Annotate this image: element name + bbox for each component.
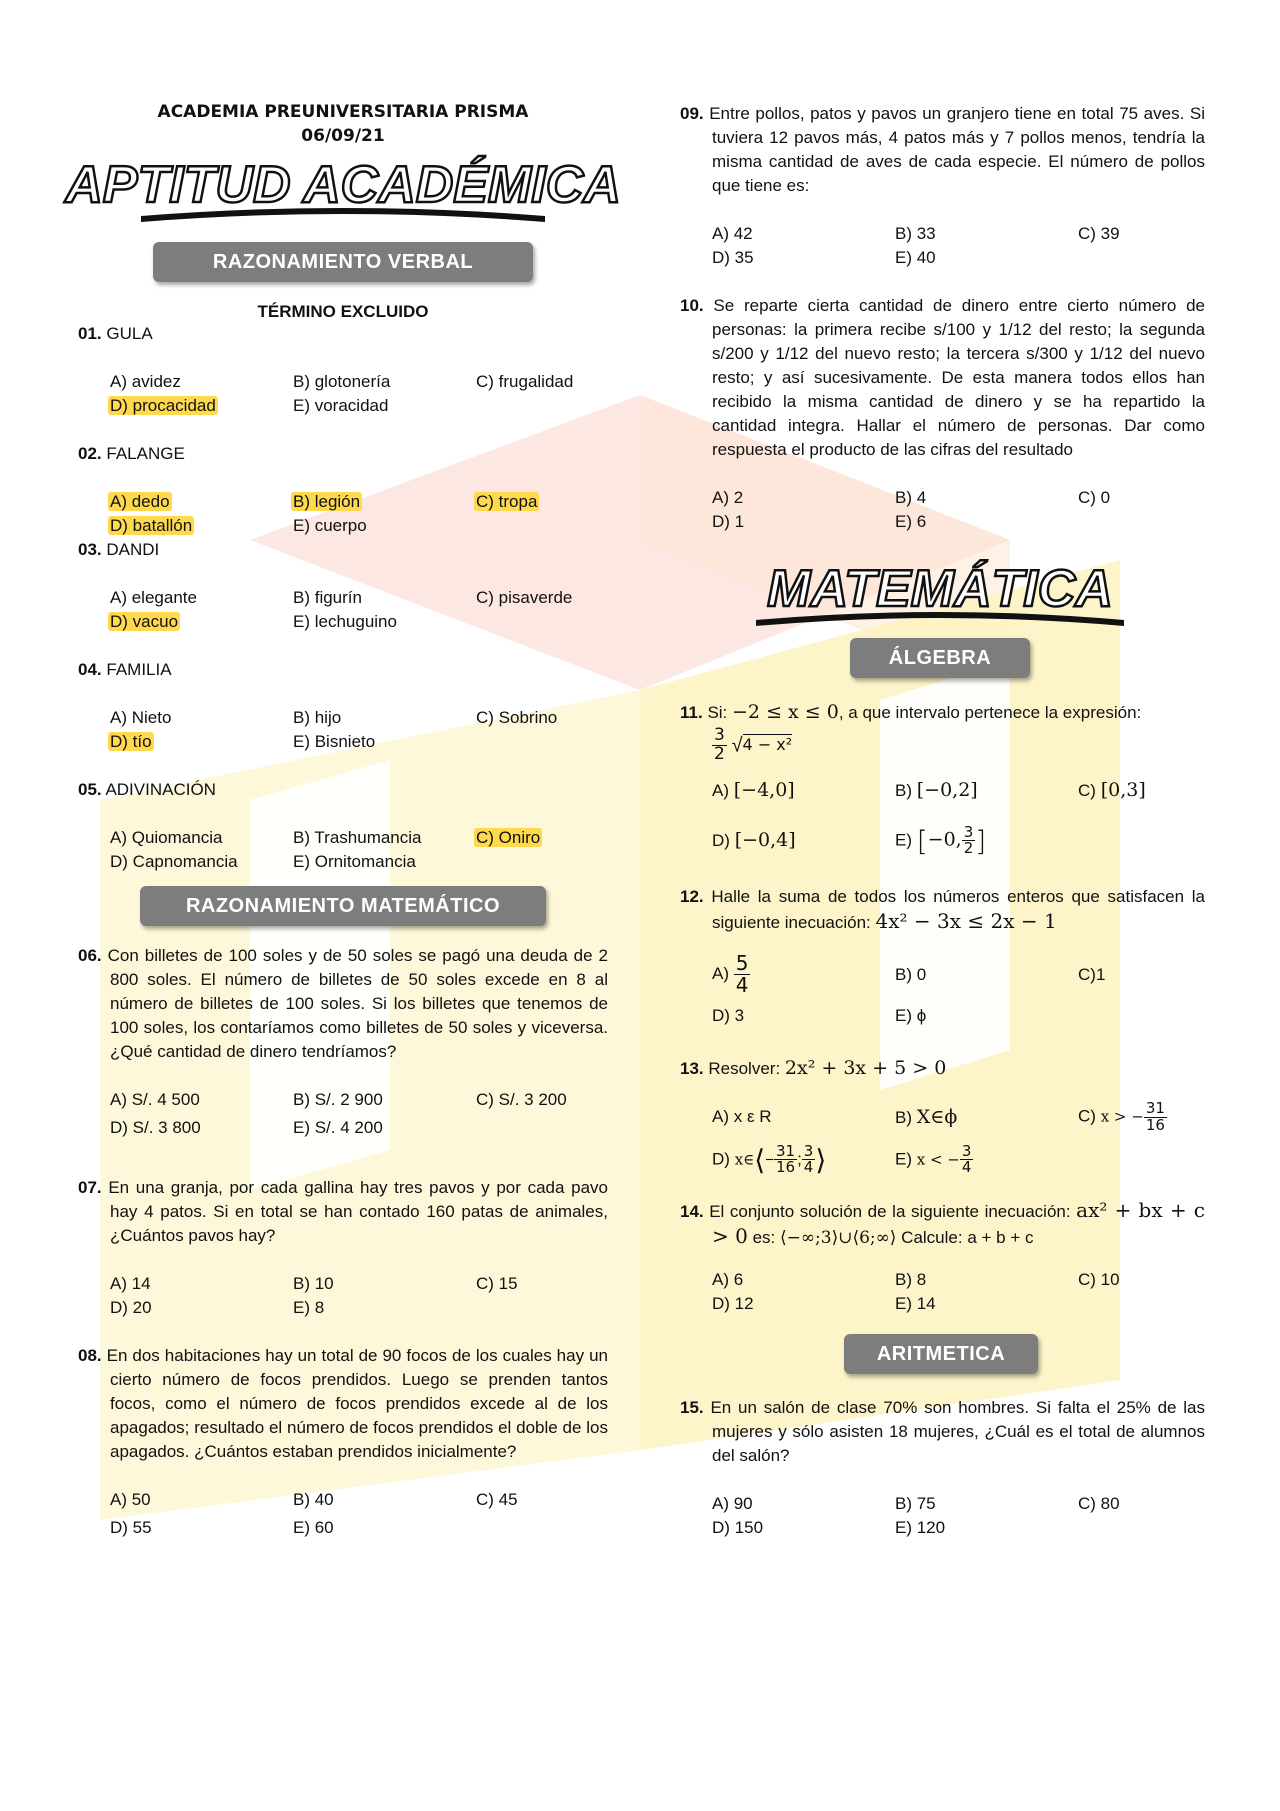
option-b[interactable]: B) 40 (293, 1490, 334, 1509)
inequality-expression: 2x² + 3x + 5 > 0 (784, 1057, 947, 1080)
option-a[interactable]: A) avidez (110, 372, 181, 391)
question-05 (78, 778, 608, 874)
fraction-numerator: 31 (775, 1141, 796, 1160)
question-prefix: Si: (707, 703, 728, 722)
option-c[interactable]: C) 39 (1078, 224, 1120, 243)
option-d[interactable]: D) 3 (712, 1006, 745, 1026)
fraction-denominator: 4 (803, 1158, 814, 1177)
question-14 (680, 1198, 1205, 1316)
fraction-denominator: 4 (961, 1158, 972, 1177)
option-e[interactable]: E) 60 (293, 1518, 334, 1537)
section-razonamiento-matematico: RAZONAMIENTO MATEMÁTICO (140, 886, 546, 926)
option-b-highlighted[interactable]: B) legión (293, 492, 361, 511)
option-e[interactable] (895, 1141, 1078, 1177)
option-a[interactable]: A) 42 (712, 224, 753, 243)
option-c[interactable]: C) S/. 3 200 (476, 1090, 567, 1109)
question-number: 08. (78, 1346, 102, 1365)
question-text: En dos habitaciones hay un total de 90 focos de los cuales hay un cierto número de focos prendidos. Luego se prenden tantos focos, como el número de focos prendidos excede al de los apagados; resultado el número de focos prendidos el doble de los apagados. ¿Cuántos estaban prendidos inicialmente? (106, 1346, 608, 1461)
fraction-denominator: 2 (714, 743, 725, 764)
option-c[interactable]: C) 0 (1078, 488, 1111, 507)
question-number: 14. (680, 1202, 704, 1222)
option-a[interactable]: A) S/. 4 500 (110, 1090, 200, 1109)
question-12 (680, 885, 1205, 1028)
section-algebra: ÁLGEBRA (850, 638, 1030, 678)
option-d-highlighted[interactable]: D) tío (110, 732, 152, 751)
option-c[interactable]: C) 15 (476, 1274, 518, 1293)
option-b[interactable]: B) 75 (895, 1494, 936, 1514)
question-text: FALANGE (106, 444, 185, 463)
option-b[interactable]: B) 0 (895, 964, 927, 984)
option-value: x∈ (734, 1150, 755, 1169)
question-number: 07. (78, 1178, 102, 1197)
option-b[interactable]: B) Trashumancia (293, 828, 422, 847)
question-10 (680, 294, 1205, 534)
option-label: D) (712, 1149, 730, 1169)
option-d[interactable]: D) 35 (712, 248, 754, 267)
option-a[interactable]: A) 90 (712, 1494, 753, 1514)
option-b[interactable] (895, 778, 1078, 803)
condition-expression: −2 ≤ x ≤ 0 (732, 701, 839, 723)
option-a[interactable]: A) x ε R (712, 1107, 772, 1127)
question-01 (78, 322, 608, 418)
option-c[interactable]: C) pisaverde (476, 588, 573, 607)
fraction-denominator: 4 (735, 973, 749, 998)
question-number: 13. (680, 1059, 704, 1079)
option-b[interactable]: B) 8 (895, 1270, 927, 1290)
option-c[interactable] (1078, 778, 1261, 803)
fraction-numerator: 3 (803, 1141, 814, 1160)
question-prefix: Resolver: (708, 1059, 781, 1079)
option-c[interactable]: C) 45 (476, 1490, 518, 1509)
option-label: E) (895, 1149, 912, 1169)
option-label: B) (895, 1107, 912, 1127)
option-d[interactable]: D) 150 (712, 1518, 764, 1538)
question-number: 10. (680, 296, 704, 315)
inequality-expression: ax² + bx + c > 0 (712, 1198, 1206, 1249)
option-d[interactable]: D) x∈⟨− $\frac{31}{16}$ ; $\frac{3}{4}$ ⟩ (712, 1141, 827, 1177)
question-08 (78, 1344, 608, 1540)
option-e[interactable]: E) Bisnieto (293, 732, 376, 751)
option-e[interactable]: E) voracidad (293, 396, 389, 415)
fraction-denominator: 16 (775, 1158, 796, 1177)
bracket-open-icon: [ (916, 823, 928, 857)
option-d[interactable]: D) S/. 3 800 (110, 1118, 201, 1137)
inequality-expression: 4x² − 3x ≤ 2x − 1 (875, 909, 1057, 934)
option-d[interactable]: D) Capnomancia (110, 852, 238, 871)
option-a[interactable]: A) 2 (712, 488, 744, 507)
option-e[interactable]: E) 8 (293, 1298, 325, 1317)
option-b[interactable]: B) S/. 2 900 (293, 1090, 383, 1109)
termino-excluido-heading: TÉRMINO EXCLUIDO (257, 302, 429, 321)
option-a[interactable]: A) Quiomancia (110, 828, 223, 847)
question-number: 01. (78, 324, 102, 343)
question-number: 12. (680, 887, 704, 907)
option-a[interactable] (712, 778, 895, 803)
section-razonamiento-verbal: RAZONAMIENTO VERBAL (153, 242, 533, 282)
matematica-title-logo (750, 554, 1130, 630)
option-e[interactable]: E) ϕ (895, 1006, 927, 1026)
question-text: FAMILIA (106, 660, 172, 679)
option-a[interactable]: A) 14 (110, 1274, 151, 1293)
option-d[interactable]: D) 12 (712, 1294, 754, 1314)
section-aritmetica: ARITMETICA (844, 1334, 1038, 1374)
option-value: x > − (1100, 1107, 1144, 1126)
question-number: 03. (78, 540, 102, 559)
option-b[interactable]: B) hijo (293, 708, 342, 727)
question-06 (78, 944, 608, 1140)
option-value: [−0,4] (734, 829, 796, 852)
option-b[interactable]: B) glotonería (293, 372, 391, 391)
question-number: 02. (78, 444, 102, 463)
option-e[interactable]: E) 40 (895, 248, 936, 267)
option-e[interactable]: E) 14 (895, 1294, 936, 1314)
option-e[interactable]: E) lechuguino (293, 612, 397, 631)
option-c[interactable]: C) 10 (1078, 1270, 1120, 1290)
option-a[interactable]: A) 50 (110, 1490, 151, 1509)
option-d[interactable] (712, 828, 895, 853)
question-text: Entre pollos, patos y pavos un granjero tiene en total 75 aves. Si tuviera 12 pavos más, 4 patos más y 7 pollos menos, tendría la misma cantidad de aves de cada especie. El número de pollos que tiene es: (709, 104, 1205, 195)
option-label: E) (895, 830, 912, 850)
option-label: D) (712, 831, 730, 851)
option-label: B) (895, 780, 912, 800)
question-07 (78, 1176, 608, 1320)
option-d-highlighted[interactable]: D) procacidad (110, 396, 216, 415)
question-15 (680, 1396, 1205, 1540)
left-column (65, 100, 621, 1540)
option-e[interactable]: E) 6 (895, 512, 927, 531)
option-b[interactable]: B) 33 (895, 224, 936, 243)
option-label: A) (712, 964, 729, 984)
solution-set: ⟨−∞;3⟩∪⟨6;∞⟩ (780, 1228, 897, 1249)
question-13 (680, 1056, 1205, 1176)
option-d-highlighted[interactable]: D) batallón (110, 516, 193, 535)
question-text: Halle la suma de todos los números enteros que satisfacen la siguiente inecuación: (711, 887, 1205, 933)
aptitud-title-text: APTITUD ACADÉMICA (65, 156, 621, 214)
question-11 (680, 700, 1205, 857)
option-e[interactable]: E) 120 (895, 1518, 946, 1538)
aptitud-title-logo (65, 150, 621, 226)
question-text: El conjunto solución de la siguiente inecuación: (709, 1202, 1071, 1222)
option-e[interactable]: E) cuerpo (293, 516, 367, 535)
option-e[interactable]: E) Ornitomancia (293, 852, 416, 871)
option-c[interactable] (1078, 1101, 1261, 1134)
option-e[interactable]: E) S/. 4 200 (293, 1118, 383, 1137)
option-label: A) (712, 780, 729, 800)
question-03 (78, 538, 608, 634)
option-label: C) (1078, 1106, 1096, 1126)
angle-open-icon: ⟨ (754, 1142, 766, 1176)
fraction-numerator: 31 (1145, 1099, 1165, 1118)
option-a[interactable]: A) Nieto (110, 708, 172, 727)
option-b[interactable]: B) 10 (293, 1274, 334, 1293)
option-value: [0,3] (1100, 778, 1146, 801)
question-number: 15. (680, 1398, 704, 1418)
option-c[interactable]: C)1 (1078, 964, 1106, 984)
sqrt-radicand: 4 − x² (742, 735, 793, 755)
option-e[interactable] (895, 822, 1078, 858)
question-text: GULA (106, 324, 153, 343)
question-number: 04. (78, 660, 102, 679)
option-label: C) (1078, 780, 1096, 800)
bracket-close-icon: ] (975, 823, 987, 857)
option-c[interactable]: C) frugalidad (476, 372, 574, 391)
fraction-denominator: 2 (963, 839, 974, 858)
matematica-title-text: MATEMÁTICA (767, 560, 1113, 618)
option-a-highlighted[interactable]: A) dedo (110, 492, 170, 511)
question-text: ADIVINACIÓN (105, 780, 216, 799)
option-b[interactable]: B) figurín (293, 588, 362, 607)
fraction-denominator: 16 (1145, 1115, 1165, 1134)
question-04 (78, 658, 608, 754)
question-ask: Calcule: a + b + c (901, 1228, 1034, 1248)
question-text: En una granja, por cada gallina hay tres pavos y por cada pavo hay 4 patos. Si en total se han contado 160 patas de animales, ¿Cuántos pavos hay? (108, 1178, 608, 1245)
question-text: DANDI (106, 540, 160, 559)
exam-date: 06/09/21 (301, 126, 385, 146)
option-value: [−4,0] (733, 778, 795, 801)
question-number: 06. (78, 946, 102, 965)
sqrt-icon: √ (731, 734, 743, 757)
question-02 (78, 442, 608, 538)
angle-close-icon: ⟩ (815, 1142, 827, 1176)
option-b[interactable]: B) 4 (895, 488, 927, 507)
question-text: En un salón de clase 70% son hombres. Si falta el 25% de las mujeres y sólo asisten 18 mujeres, ¿Cuál es el total de alumnos del salón? (710, 1398, 1205, 1466)
question-number: 09. (680, 104, 704, 123)
right-column (680, 102, 1205, 1540)
option-c-highlighted[interactable]: C) Oniro (476, 828, 541, 847)
option-d[interactable]: D) 1 (712, 512, 745, 531)
option-d-highlighted[interactable]: D) vacuo (110, 612, 179, 631)
option-c[interactable]: C) 80 (1078, 1494, 1120, 1514)
fraction-numerator: 3 (963, 822, 974, 841)
option-d[interactable]: D) 20 (110, 1298, 152, 1317)
option-d[interactable]: D) 55 (110, 1518, 152, 1537)
option-a[interactable]: A) 6 (712, 1270, 744, 1290)
option-c-highlighted[interactable]: C) tropa (476, 492, 538, 511)
academy-name: ACADEMIA PREUNIVERSITARIA PRISMA (157, 102, 529, 122)
question-number: 05. (78, 780, 102, 799)
fraction-numerator: 3 (714, 725, 725, 745)
question-text: , a que intervalo pertenece la expresión: (838, 703, 1142, 722)
fraction-numerator: 3 (961, 1141, 972, 1160)
question-connector: es: (752, 1228, 776, 1248)
option-a[interactable]: A) elegante (110, 588, 197, 607)
question-number: 11. (680, 703, 703, 722)
fraction-numerator: 5 (735, 951, 749, 976)
question-text: Se reparte cierta cantidad de dinero entre cierto número de personas: la primera recibe s/100 y 1/12 del resto; la segunda s/200 y 1/12 del nuevo resto; la tercera s/300 y 1/12 del nuevo resto; y así sucesivamente. De esta manera todos ellos han recibido la misma cantidad de dinero y se ha repartido la cantidad integra. Hallar el número de personas. Dar como respuesta el producto de las cifras del resultado (712, 296, 1205, 459)
question-09 (680, 102, 1205, 270)
option-b[interactable] (895, 1105, 1078, 1130)
option-a[interactable] (712, 953, 895, 996)
option-c[interactable]: C) Sobrino (476, 708, 558, 727)
option-value: X∈ϕ (916, 1105, 958, 1128)
option-value: −0, (927, 828, 962, 851)
question-text: Con billetes de 100 soles y de 50 soles se pagó una deuda de 2 800 soles. El número de billetes de 50 soles excede en 8 al número de billetes de 100 soles. Si los billetes que tenemos de 100 soles, los contaríamos como billetes de 50 soles y viceversa. ¿Qué cantidad de dinero tendríamos? (107, 946, 608, 1061)
option-value: [−0,2] (916, 778, 978, 801)
option-value: x < − (916, 1150, 960, 1169)
